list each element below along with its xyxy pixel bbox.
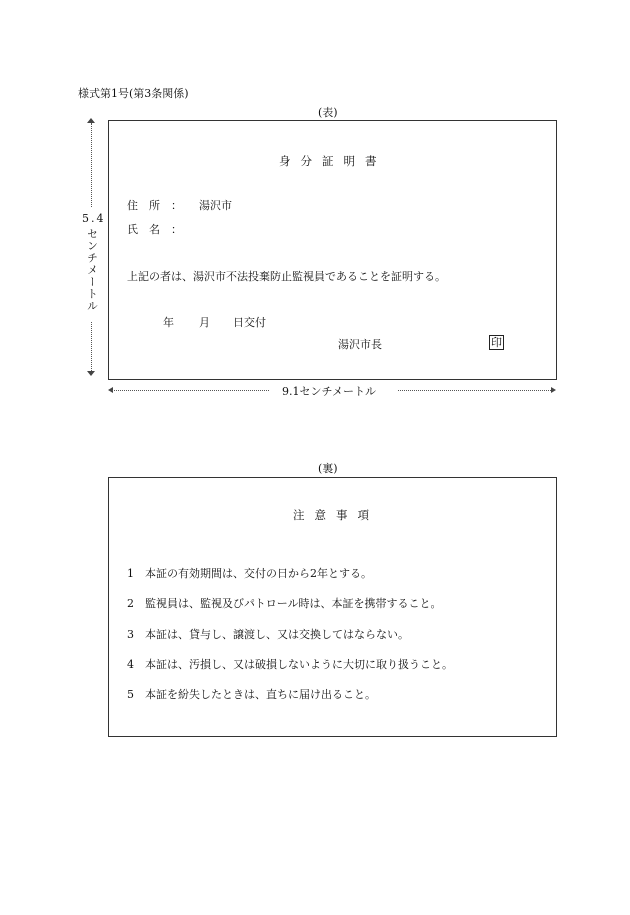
- note-text: 本証は、汚損し、又は破損しないように大切に取り扱うこと。: [145, 658, 453, 671]
- note-text: 監視員は、監視及びパトロール時は、本証を携帯すること。: [145, 597, 442, 610]
- vertical-dimension-line-top: [91, 123, 92, 207]
- width-dimension-label: 9.1センチメートル: [282, 385, 377, 398]
- issue-year-label: 年: [163, 316, 174, 329]
- issue-month-label: 月: [199, 316, 210, 329]
- dimension-arrow-down-icon: [87, 371, 95, 376]
- note-text: 本証は、貸与し、譲渡し、又は交換してはならない。: [145, 628, 409, 641]
- dimension-arrow-right-icon: [551, 387, 556, 393]
- vertical-dimension-line-bottom: [91, 322, 92, 371]
- back-card-title: 注意事項: [293, 508, 379, 522]
- back-side-label: (裏): [318, 462, 338, 475]
- height-dimension-unit: センチメートル: [85, 228, 99, 312]
- note-number: 3: [127, 628, 134, 641]
- name-label: 氏 名 ：: [127, 223, 182, 236]
- note-item: [127, 565, 372, 581]
- height-dimension-label: [82, 212, 106, 312]
- note-item: [127, 686, 376, 702]
- seal-stamp-box: 印: [491, 336, 502, 349]
- note-item: [127, 656, 453, 672]
- height-dimension-value: 5.4: [82, 212, 106, 225]
- form-number-label: 様式第1号(第3条関係): [78, 87, 189, 100]
- front-side-label: (表): [318, 106, 338, 119]
- front-card-title: 身分証明書: [279, 154, 387, 168]
- note-item: [127, 595, 442, 611]
- note-number: 5: [127, 688, 134, 701]
- note-text: 本証の有効期間は、交付の日から2年とする。: [145, 567, 372, 580]
- back-card: [108, 477, 557, 737]
- issuer-label: 湯沢市長: [338, 338, 382, 351]
- note-number: 4: [127, 658, 134, 671]
- front-card: [108, 120, 557, 380]
- horizontal-dimension-line-left: [112, 390, 269, 391]
- address-label: 住 所 ：: [127, 199, 182, 212]
- issue-day-label: 日交付: [233, 316, 266, 329]
- note-item: [127, 626, 409, 642]
- note-number: 1: [127, 567, 134, 580]
- address-value: 湯沢市: [199, 199, 232, 212]
- note-text: 本証を紛失したときは、直ちに届け出ること。: [145, 688, 376, 701]
- certification-text: 上記の者は、湯沢市不法投棄防止監視員であることを証明する。: [127, 270, 446, 283]
- horizontal-dimension-line-right: [398, 390, 551, 391]
- note-number: 2: [127, 597, 134, 610]
